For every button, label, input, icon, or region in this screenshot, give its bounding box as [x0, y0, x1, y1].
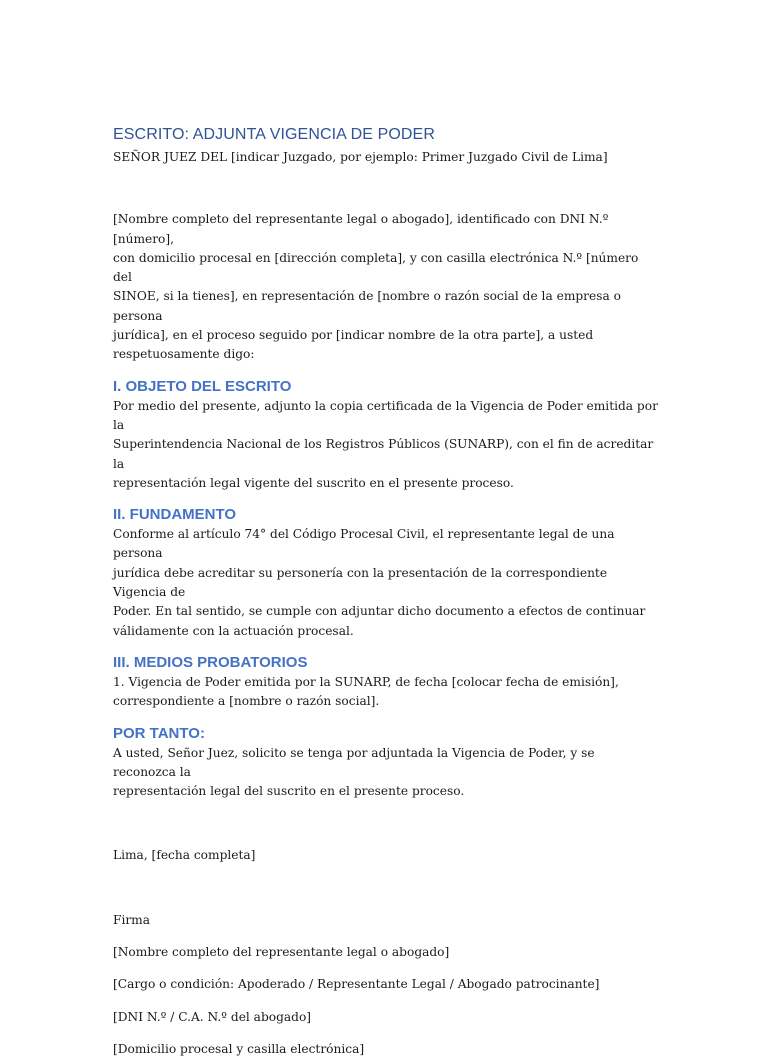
- signature-name: [Nombre completo del representante legal o abogado]: [113, 945, 450, 960]
- intro-line: respetuosamente digo:: [113, 347, 255, 362]
- body-line: válidamente con la actuación procesal.: [113, 623, 354, 638]
- body-line: Por medio del presente, adjunto la copia certificada de la Vigencia de Poder emitida por la: [113, 398, 658, 432]
- section-body-por-tanto: [113, 744, 658, 802]
- signature-label: Firma: [113, 912, 151, 927]
- section-heading-objeto: I. OBJETO DEL ESCRITO: [113, 377, 292, 395]
- section-heading-por-tanto: POR TANTO:: [113, 724, 205, 742]
- section-body-fundamento: [113, 525, 658, 641]
- section-body-objeto: [113, 397, 658, 493]
- signature-address: [Domicilio procesal y casilla electrónica]: [113, 1041, 365, 1056]
- signature-role: [Cargo o condición: Apoderado / Representante Legal / Abogado patrocinante]: [113, 977, 600, 992]
- body-line: Conforme al artículo 74° del Código Procesal Civil, el representante legal de una persona: [113, 527, 615, 561]
- body-line: correspondiente a [nombre o razón social].: [113, 694, 380, 709]
- body-line: jurídica debe acreditar su personería con la presentación de la correspondiente Vigencia de: [113, 565, 608, 600]
- body-line: 1. Vigencia de Poder emitida por la SUNARP, de fecha [colocar fecha de emisión],: [113, 674, 619, 689]
- section-body-medios-probatorios: [113, 673, 658, 712]
- body-line: Poder. En tal sentido, se cumple con adjuntar dicho documento a efectos de continuar: [113, 604, 646, 619]
- signature-id: [DNI N.º / C.A. N.º del abogado]: [113, 1009, 312, 1024]
- addressee-line: SEÑOR JUEZ DEL [indicar Juzgado, por ejemplo: Primer Juzgado Civil de Lima]: [113, 150, 608, 164]
- body-line: representación legal del suscrito en el presente proceso.: [113, 784, 465, 799]
- intro-line: jurídica], en el proceso seguido por [indicar nombre de la otra parte], a usted: [113, 328, 594, 343]
- intro-paragraph: [113, 210, 658, 364]
- section-heading-fundamento: II. FUNDAMENTO: [113, 506, 237, 524]
- body-line: representación legal vigente del suscrito en el presente proceso.: [113, 475, 514, 490]
- document-page: [113, 124, 658, 1059]
- place-date: Lima, [fecha completa]: [113, 848, 256, 863]
- intro-line: con domicilio procesal en [dirección completa], y con casilla electrónica N.º [número del: [113, 250, 639, 285]
- body-line: Superintendencia Nacional de los Registros Públicos (SUNARP), con el fin de acreditar la: [113, 437, 654, 471]
- intro-line: [Nombre completo del representante legal o abogado], identificado con DNI N.º [número],: [113, 212, 609, 246]
- section-heading-medios-probatorios: III. MEDIOS PROBATORIOS: [113, 653, 308, 671]
- body-line: A usted, Señor Juez, solicito se tenga por adjuntada la Vigencia de Poder, y se reconozca la: [113, 745, 595, 779]
- document-title: ESCRITO: ADJUNTA VIGENCIA DE PODER: [113, 126, 435, 143]
- intro-line: SINOE, si la tienes], en representación de [nombre o razón social de la empresa o persona: [113, 289, 621, 323]
